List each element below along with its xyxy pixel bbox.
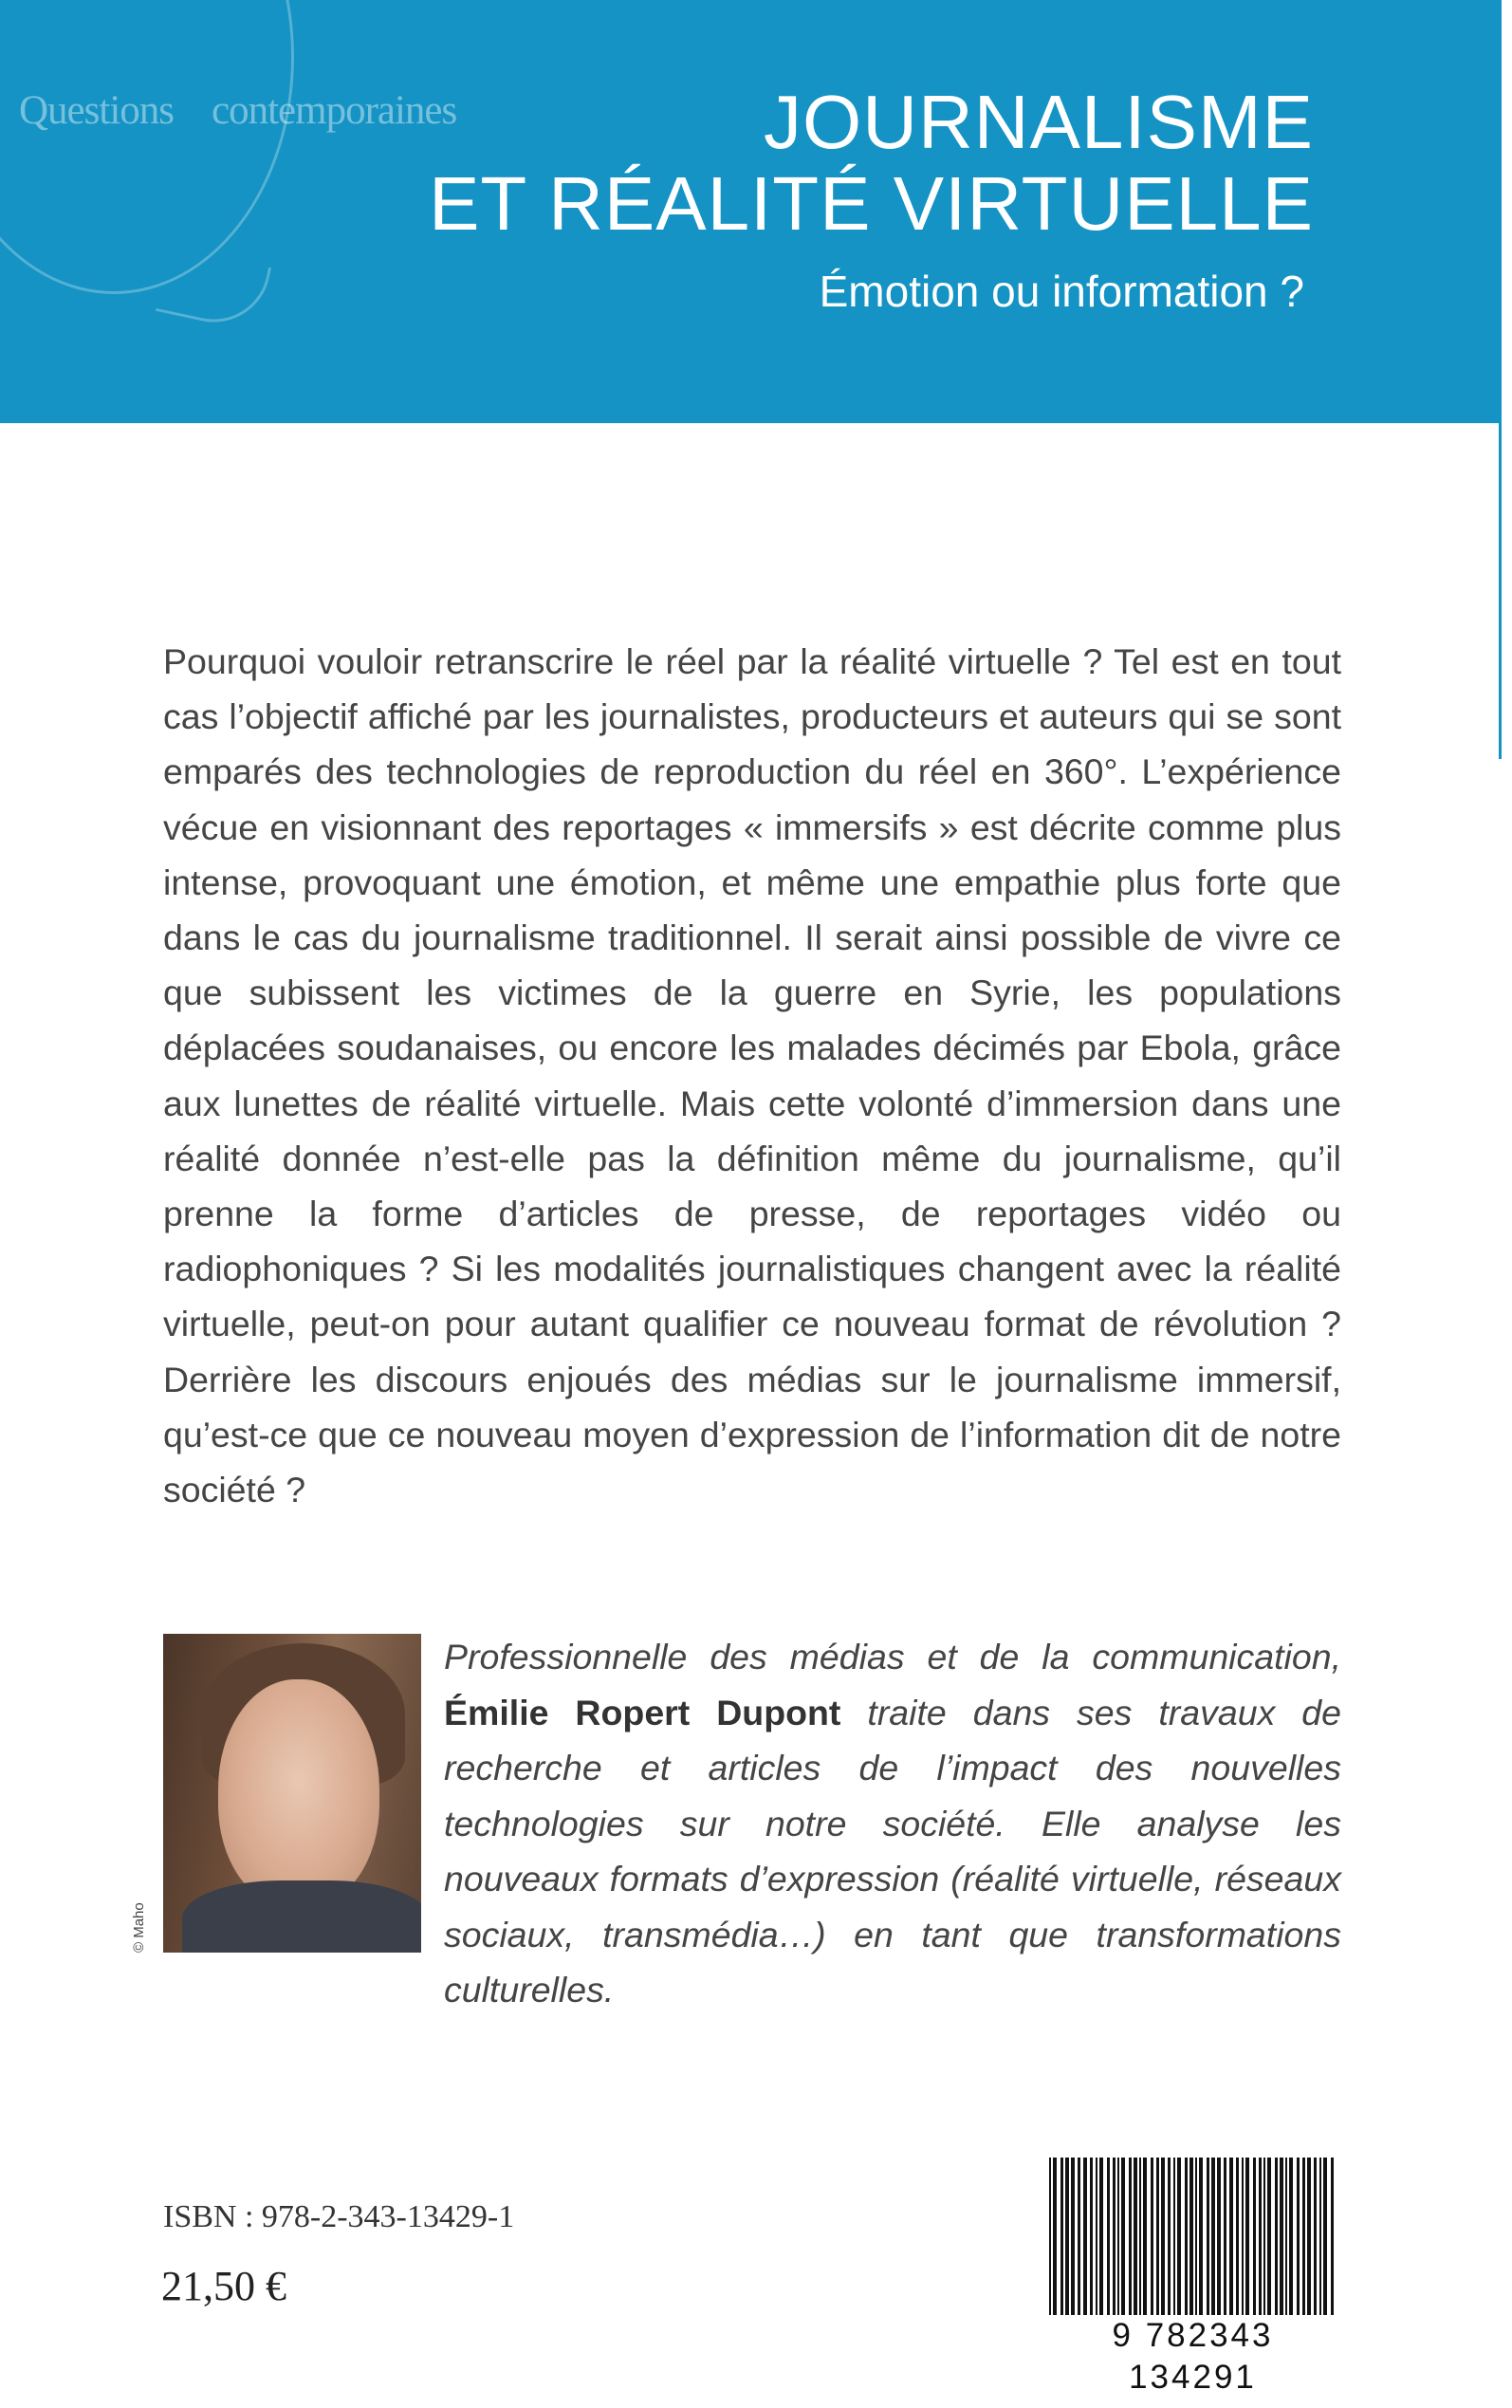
barcode-bar bbox=[1195, 2158, 1197, 2319]
barcode-bar bbox=[1156, 2158, 1159, 2319]
barcode-bar bbox=[1314, 2158, 1317, 2319]
barcode-bar bbox=[1263, 2158, 1265, 2319]
barcode-bar bbox=[1083, 2158, 1087, 2319]
title-line-2: ET RÉALITÉ VIRTUELLE bbox=[429, 161, 1314, 246]
book-title bbox=[429, 82, 1314, 245]
series-name bbox=[19, 87, 456, 134]
barcode-bar bbox=[1285, 2158, 1287, 2319]
author-bio bbox=[444, 1629, 1341, 2018]
barcode-bar bbox=[1275, 2158, 1278, 2319]
barcode-bar bbox=[1090, 2158, 1093, 2319]
barcode-bar bbox=[1129, 2158, 1132, 2319]
spine-edge bbox=[1499, 0, 1512, 759]
barcode-digits: 9 782343 134291 bbox=[1043, 2315, 1342, 2399]
barcode-bar bbox=[1319, 2158, 1321, 2319]
barcode-bar bbox=[1185, 2158, 1188, 2319]
barcode-bar bbox=[1113, 2158, 1116, 2319]
barcode-bar bbox=[1161, 2158, 1165, 2319]
barcode-bar bbox=[1323, 2158, 1327, 2319]
q-logo-tail bbox=[156, 246, 271, 332]
q-logo-ring bbox=[0, 0, 294, 294]
photo-face bbox=[218, 1679, 379, 1907]
book-subtitle: Émotion ou information ? bbox=[819, 267, 1304, 316]
barcode-bar bbox=[1224, 2158, 1226, 2319]
barcode-bar bbox=[1245, 2158, 1249, 2319]
barcode-bar bbox=[1280, 2158, 1283, 2319]
barcode-bar bbox=[1289, 2158, 1293, 2319]
back-cover-blurb: Pourquoi vouloir retranscrire le réel par la réalité virtuelle ? Tel est en tout cas l’objectif affiché par les journalistes, producteurs et auteurs qui se sont emparés des technologies de reproduction du réel en 360°. L’expérience vécue en visionnant des reportages « immersifs » est décrite comme plus intense, provoquant une émotion, et même une empathie plus forte que dans le cas du journalisme traditionnel. Il serait ainsi possible de vivre ce que subissent les victimes de la guerre en Syrie, les populations déplacées soudanaises, ou encore les malades décimés par Ebola, grâce aux lunettes de réalité virtuelle. Mais cette volonté d’immersion dans une réalité donnée n’est-elle pas la définition même du journalisme, qu’il prenne la forme d’articles de presse, de reportages vidéo ou radiophoniques ? Si les modalités journalistiques changent avec la réalité virtuelle, peut-on pour autant qualifier ce nouveau format de révolution ? Derrière les discours enjoués des médias sur le journalisme immersif, qu’est-ce que ce nouveau moyen d’expression de l’information dit de notre société ? bbox=[163, 641, 1341, 1510]
barcode-bar bbox=[1207, 2158, 1209, 2319]
series-word-2: contemporaines bbox=[212, 88, 457, 133]
barcode-bar bbox=[1331, 2158, 1334, 2319]
author-name: Émilie Ropert Dupont bbox=[444, 1692, 841, 1732]
photo-credit: © Maho bbox=[131, 1902, 147, 1953]
barcode-bar bbox=[1168, 2158, 1171, 2319]
photo-coat bbox=[182, 1880, 421, 1953]
barcode-bar bbox=[1199, 2158, 1203, 2319]
isbn: ISBN : 978-2-343-13429-1 bbox=[163, 2199, 515, 2234]
barcode-bar bbox=[1267, 2158, 1271, 2319]
barcode-bar bbox=[1099, 2158, 1103, 2319]
barcode-bar bbox=[1307, 2158, 1311, 2319]
barcode-bar bbox=[1143, 2158, 1147, 2319]
barcode-bar bbox=[1151, 2158, 1153, 2319]
barcode-bar bbox=[1117, 2158, 1119, 2319]
header-banner bbox=[0, 0, 1499, 423]
barcode-bar bbox=[1121, 2158, 1125, 2319]
barcode-bar bbox=[1297, 2158, 1300, 2319]
barcode-bar bbox=[1302, 2158, 1305, 2319]
author-photo bbox=[163, 1634, 421, 1953]
barcode-bar bbox=[1134, 2158, 1137, 2319]
barcode-bar bbox=[1177, 2158, 1181, 2319]
barcode-bar bbox=[1139, 2158, 1141, 2319]
bio-rest: traite dans ses travaux de recherche et articles de l’impact des nouvelles technologies sur notre société. Elle analyse les nouveaux formats d’expression (réalité virtuelle, réseaux sociaux, transmédia…) en tant que transformations culturelles. bbox=[444, 1692, 1341, 2010]
barcode-bar bbox=[1078, 2158, 1080, 2319]
barcode-bar bbox=[1242, 2158, 1244, 2319]
barcode bbox=[1043, 2158, 1342, 2396]
barcode-bar bbox=[1071, 2158, 1075, 2319]
title-line-1: JOURNALISME bbox=[764, 80, 1314, 164]
barcode-bar bbox=[1060, 2158, 1063, 2319]
price: 21,50 € bbox=[161, 2263, 286, 2309]
bio-intro: Professionnelle des médias et de la communication, bbox=[444, 1637, 1341, 1676]
barcode-bar bbox=[1096, 2158, 1097, 2319]
barcode-bar bbox=[1065, 2158, 1069, 2319]
barcode-bar bbox=[1189, 2158, 1193, 2319]
barcode-bar bbox=[1107, 2158, 1110, 2319]
series-word-1: Questions bbox=[19, 88, 174, 133]
barcode-bar bbox=[1211, 2158, 1215, 2319]
barcode-bar bbox=[1259, 2158, 1262, 2319]
barcode-bar bbox=[1173, 2158, 1175, 2319]
barcode-bar bbox=[1236, 2158, 1239, 2319]
barcode-bar bbox=[1217, 2158, 1221, 2319]
barcode-bar bbox=[1229, 2158, 1233, 2319]
